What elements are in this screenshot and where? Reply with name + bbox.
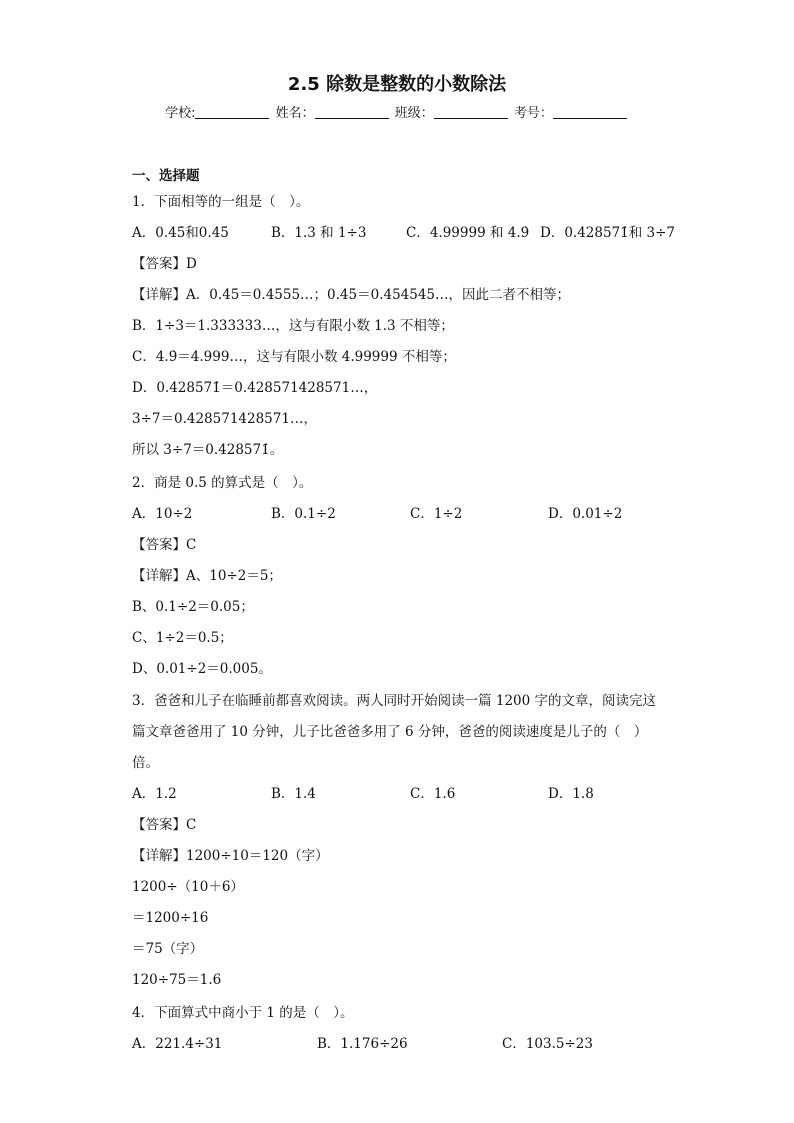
- q3-option-b: B．1.4: [271, 786, 316, 802]
- q4-option-b: B．1.176÷26: [317, 1036, 408, 1052]
- q1-option-c: C．4.99999 和 4.9̇: [406, 225, 530, 241]
- q2-option-d: D．0.01÷2: [548, 506, 623, 522]
- name-label: 姓名：: [275, 106, 315, 121]
- q2-explain-1: 【详解】A、10÷2＝5；: [132, 568, 282, 584]
- q1-option-d: D．0.4̇28571̇和 3÷7: [540, 225, 676, 241]
- q2-stem: 2．商是 0.5 的算式是（ ）。: [132, 475, 313, 491]
- q2-option-b: B．0.1÷2: [271, 506, 336, 522]
- q3-explain-5: 120÷75＝1.6: [132, 972, 222, 988]
- q3-stem: 3．爸爸和儿子在临睡前都喜欢阅读。两人同时开始阅读一篇 1200 字的文章，阅读完这篇文章爸爸用了 10 分钟，儿子比爸爸多用了 6 分钟，爸爸的阅读速度是儿子的（ ）倍。: [132, 693, 657, 771]
- q3-explain-3: ＝1200÷16: [132, 910, 209, 926]
- q1-explain-5: 3÷7＝0.428571428571…，: [132, 411, 317, 427]
- q3-explain-4: ＝75（字）: [132, 941, 204, 957]
- number-blank[interactable]: [553, 106, 627, 119]
- q1-stem: 1．下面相等的一组是（ ）。: [132, 194, 310, 210]
- name-blank[interactable]: [315, 106, 389, 119]
- section-heading: 一、选择题: [132, 168, 200, 184]
- q1-option-b: B．1.3 和 1÷3: [271, 225, 367, 241]
- school-blank[interactable]: [195, 106, 269, 119]
- q3-option-c: C．1.6: [410, 786, 456, 802]
- q1-option-a: A．0.4̇5̇和0.4̇5̇: [132, 225, 229, 241]
- q2-explain-3: C、1÷2＝0.5；: [132, 630, 233, 646]
- q4-stem: 4．下面算式中商小于 1 的是（ ）。: [132, 1005, 354, 1021]
- page-title: 2.5 除数是整数的小数除法: [287, 74, 507, 95]
- class-blank[interactable]: [434, 106, 508, 119]
- q3-answer: 【答案】C: [132, 817, 197, 833]
- q3-explain-2: 1200÷（10＋6）: [132, 879, 244, 895]
- q2-option-a: A．10÷2: [132, 506, 193, 522]
- q2-answer: 【答案】C: [132, 537, 197, 553]
- number-label: 考号：: [513, 106, 553, 121]
- q3-option-a: A．1.2: [132, 786, 177, 802]
- q2-explain-4: D、0.01÷2＝0.005。: [132, 661, 272, 677]
- class-label: 班级：: [394, 106, 434, 121]
- q1-explain-1: 【详解】A．0.4̇5̇＝0.4555…；0.4̇5̇＝0.454545…，因此二者不相等；: [132, 287, 571, 303]
- q1-answer: 【答案】D: [132, 256, 197, 272]
- q1-explain-3: C．4.9̇＝4.999…，这与有限小数 4.99999 不相等；: [132, 349, 456, 365]
- school-label: 学校:: [165, 106, 196, 121]
- q3-explain-1: 【详解】1200÷10＝120（字）: [132, 848, 329, 864]
- q1-explain-6: 所以 3÷7＝0.4̇28571̇。: [132, 442, 284, 458]
- q1-explain-4: D．0.4̇28571̇＝0.428571428571…，: [132, 380, 378, 396]
- q3-option-d: D．1.8: [548, 786, 594, 802]
- q2-option-c: C．1÷2: [410, 506, 463, 522]
- student-info-line: [0, 102, 794, 121]
- q2-explain-2: B、0.1÷2＝0.05；: [132, 599, 254, 615]
- q1-explain-2: B．1÷3＝1.333333…，这与有限小数 1.3 不相等；: [132, 318, 454, 334]
- q4-option-c: C．103.5÷23: [502, 1036, 593, 1052]
- q4-option-a: A．221.4÷31: [132, 1036, 223, 1052]
